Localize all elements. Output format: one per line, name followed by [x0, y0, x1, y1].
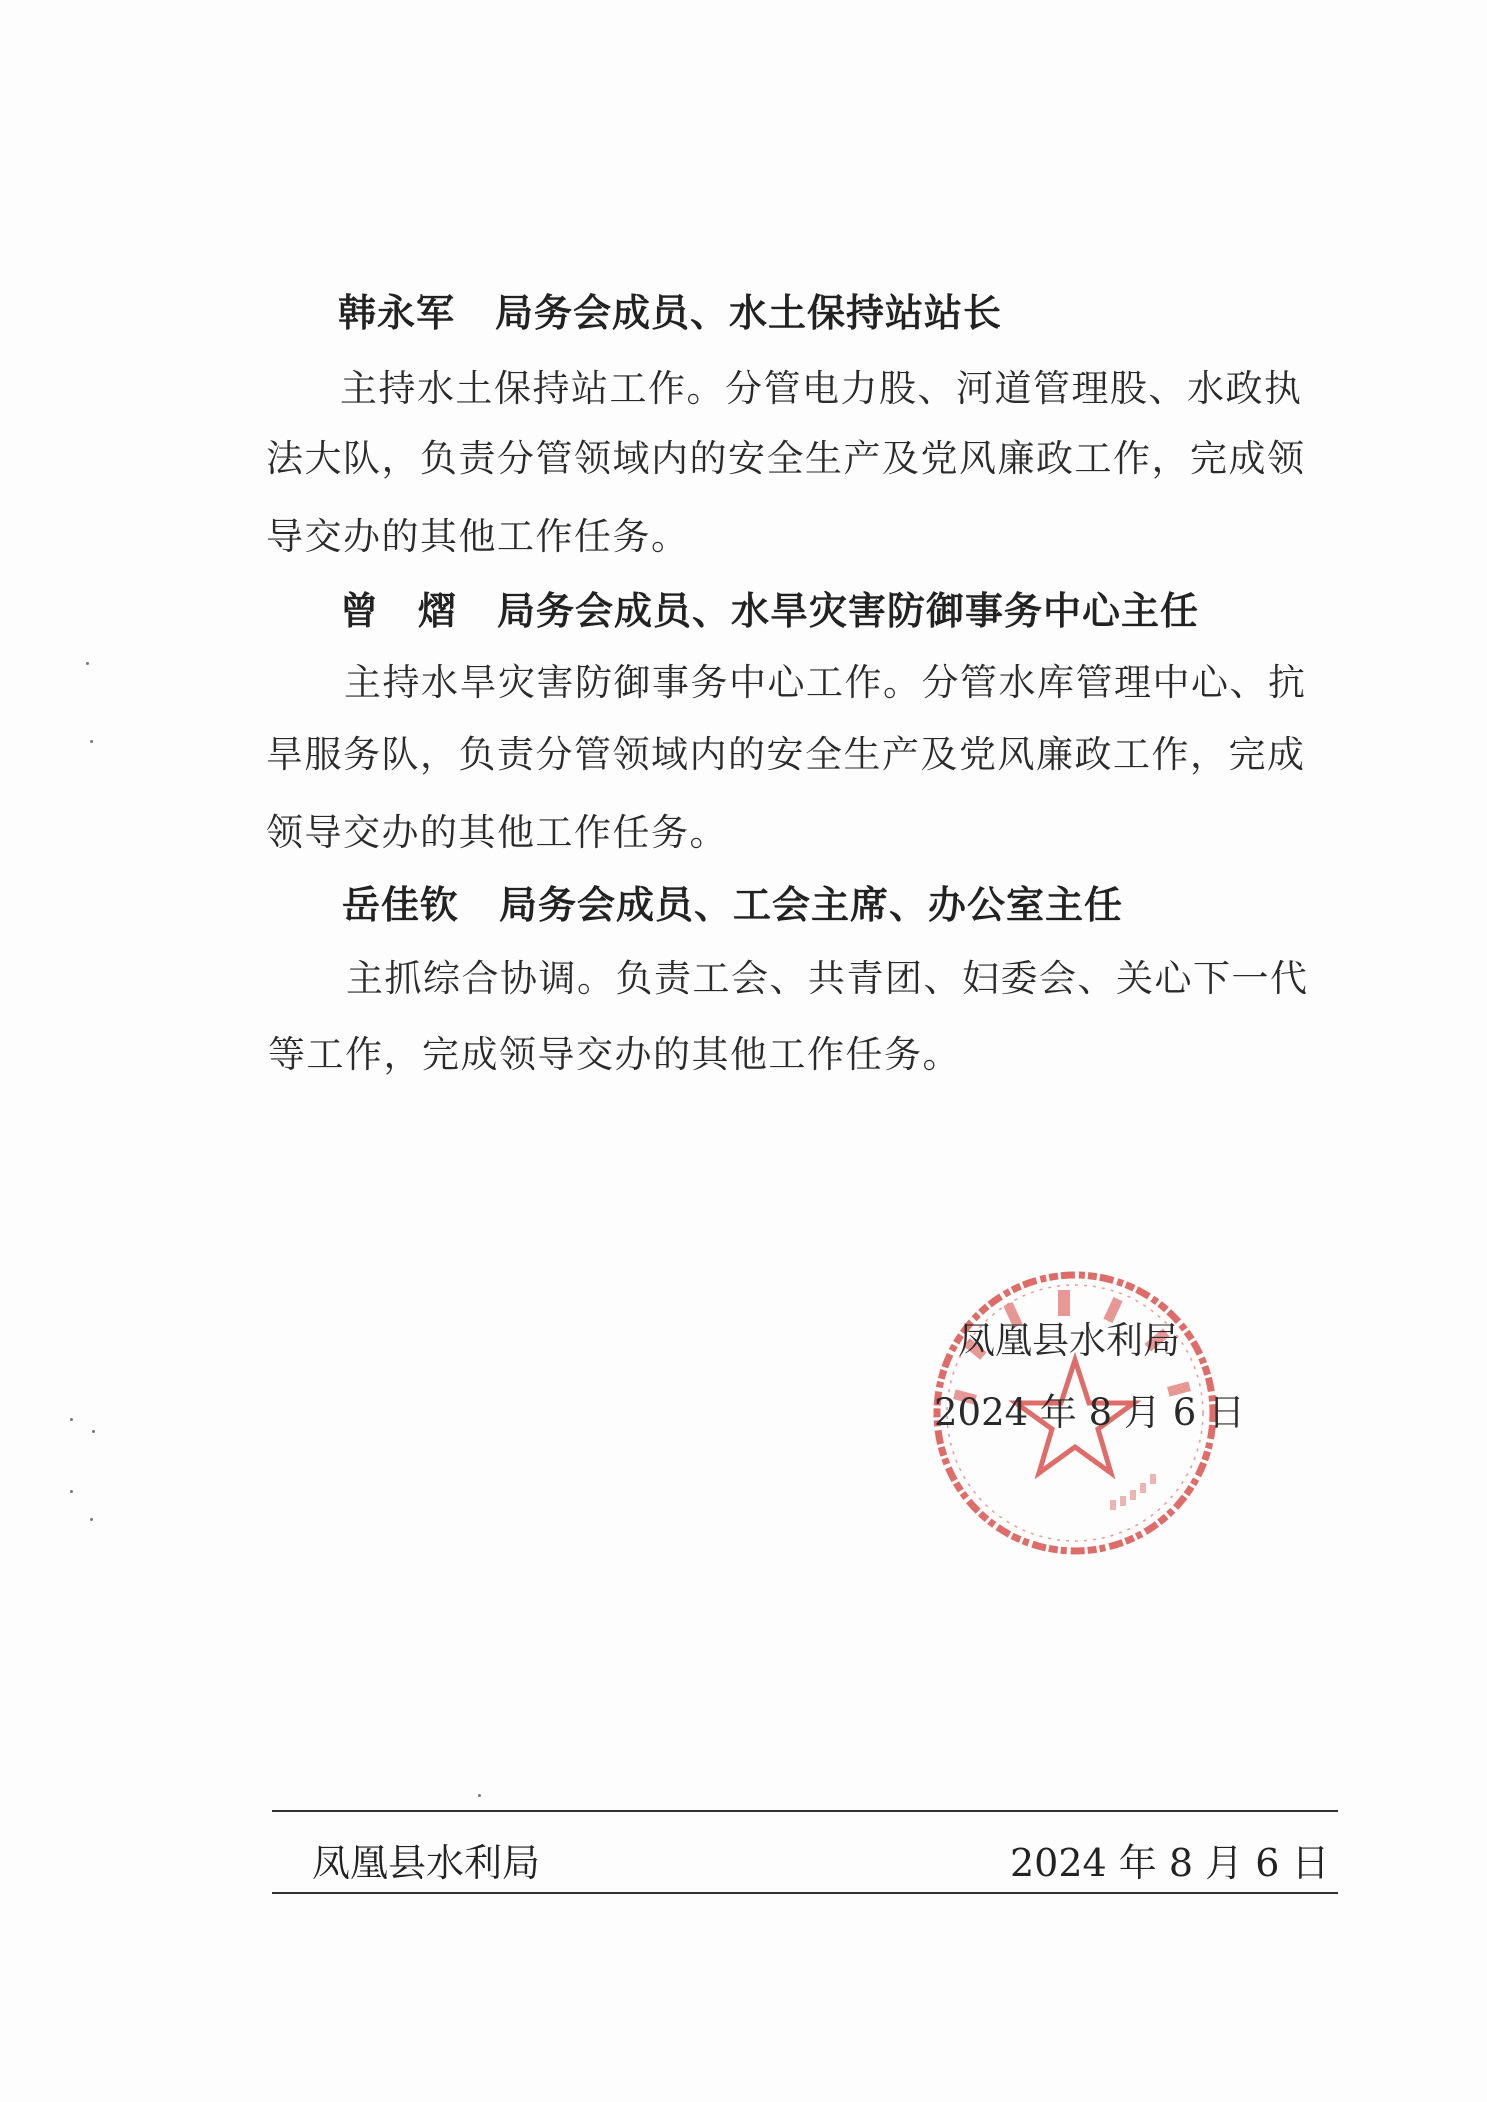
paragraph-line: 法大队，负责分管领域内的安全生产及党风廉政工作，完成领	[266, 437, 1306, 480]
person-title: 局务会成员、水旱灾害防御事务中心主任	[497, 589, 1200, 633]
paragraph-line: 等工作，完成领导交办的其他工作任务。	[268, 1033, 961, 1076]
signature-organization: 凤凰县水利局	[958, 1319, 1180, 1362]
section-heading-2	[340, 580, 1199, 635]
person-name: 岳佳钦	[342, 883, 460, 927]
paragraph-line: 领导交办的其他工作任务。	[266, 811, 728, 854]
person-name: 曾 熠	[340, 589, 458, 633]
section-heading-3	[342, 874, 1123, 929]
paragraph-line: 主持水旱灾害防御事务中心工作。分管水库管理中心、抗	[344, 661, 1307, 704]
paragraph-line: 导交办的其他工作任务。	[266, 515, 690, 558]
footer-bottom-rule	[272, 1892, 1338, 1894]
paragraph-line: 主抓综合协调。负责工会、共青团、妇委会、关心下一代	[346, 957, 1309, 1000]
footer-top-rule	[272, 1810, 1338, 1812]
section-heading-1	[338, 282, 1002, 337]
footer-date: 2024 年 8 月 6 日	[1010, 1841, 1330, 1885]
paragraph-line: 主持水土保持站工作。分管电力股、河道管理股、水政执	[340, 367, 1303, 410]
signature-date: 2024 年 8 月 6 日	[934, 1391, 1246, 1434]
person-name: 韩永军	[338, 291, 456, 335]
footer-organization: 凤凰县水利局	[312, 1841, 541, 1885]
person-title: 局务会成员、水土保持站站长	[495, 291, 1003, 335]
person-title: 局务会成员、工会主席、办公室主任	[499, 883, 1124, 927]
paragraph-line: 旱服务队，负责分管领域内的安全生产及党风廉政工作，完成	[266, 733, 1306, 776]
